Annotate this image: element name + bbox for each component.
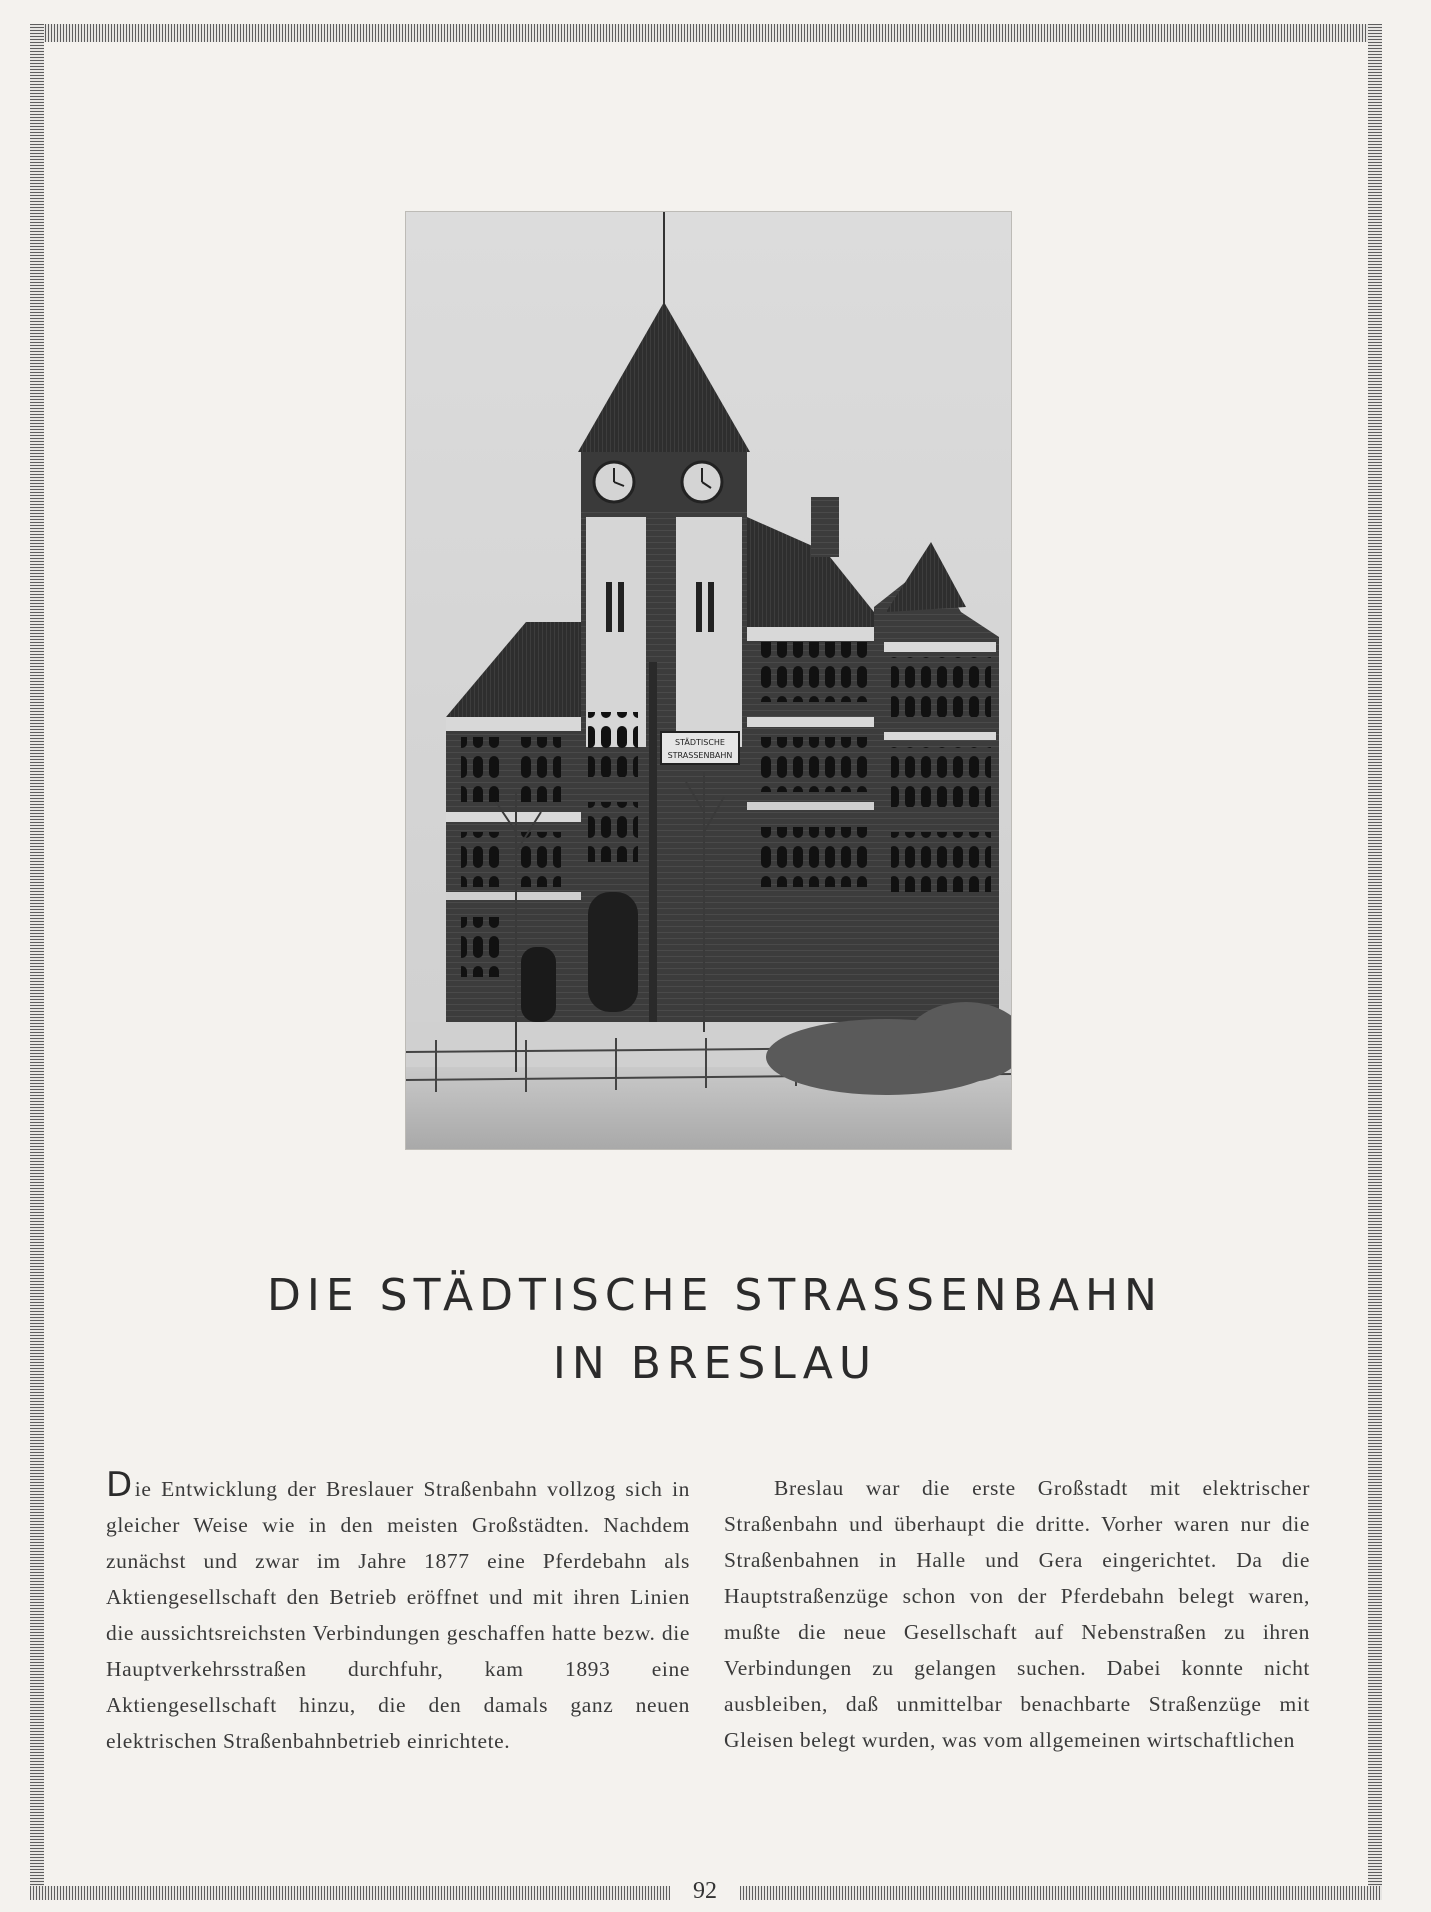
body-column-left (106, 1465, 690, 1759)
body-text-right: Breslau war die erste Großstadt mit elektrischer Straßenbahn und überhaupt die dritte. Vorher waren nur die Straßenbahnen in Halle und Gera eingerichtet. Da die Hauptstraßenzüge schon von der Pferdebahn belegt waren, mußte die neue Gesellschaft auf Nebenstraßen zu ihren Verbindungen zu gelangen suchen. Dabei konnte nicht ausbleiben, daß unmittelbar benachbarte Straßenzüge mit Gleisen belegt wurden, was vom allgemeinen wirtschaftlichen (724, 1476, 1310, 1752)
article-title-line-1: DIE STÄDTISCHE STRASSENBAHN (267, 1270, 1163, 1321)
drop-cap: D (106, 1465, 133, 1505)
article-title-line-2: IN BRESLAU (552, 1338, 878, 1389)
frame-left-border (30, 24, 44, 1900)
building-photograph (406, 212, 1011, 1149)
sign-line-2: STRASSENBAHN (667, 751, 733, 760)
body-column-right (724, 1470, 1310, 1758)
frame-bottom-border-right (740, 1886, 1382, 1900)
sign-line-1: STÄDTISCHE (675, 738, 725, 747)
page-number: 92 (693, 1878, 717, 1904)
body-text-left: ie Entwicklung der Breslauer Straßenbahn vollzog sich in gleicher Weise wie in den meisten Großstädten. Nachdem zunächst und zwar im Jahre 1877 eine Pferdebahn als Aktiengesellschaft den Betrieb eröffnet und mit ihren Linien die aussichtsreichsten Verbindungen geschaffen hatte bezw. die Hauptverkehrsstraßen durchfuhr, kam 1893 eine Aktiengesellschaft hinzu, die den damals ganz neuen elektrischen Straßenbahnbetrieb einrichtete. (106, 1477, 690, 1753)
frame-right-border (1368, 24, 1382, 1900)
lamp-post (649, 662, 657, 1027)
frame-bottom-border-left (30, 1886, 670, 1900)
frame-top-border (30, 24, 1380, 42)
